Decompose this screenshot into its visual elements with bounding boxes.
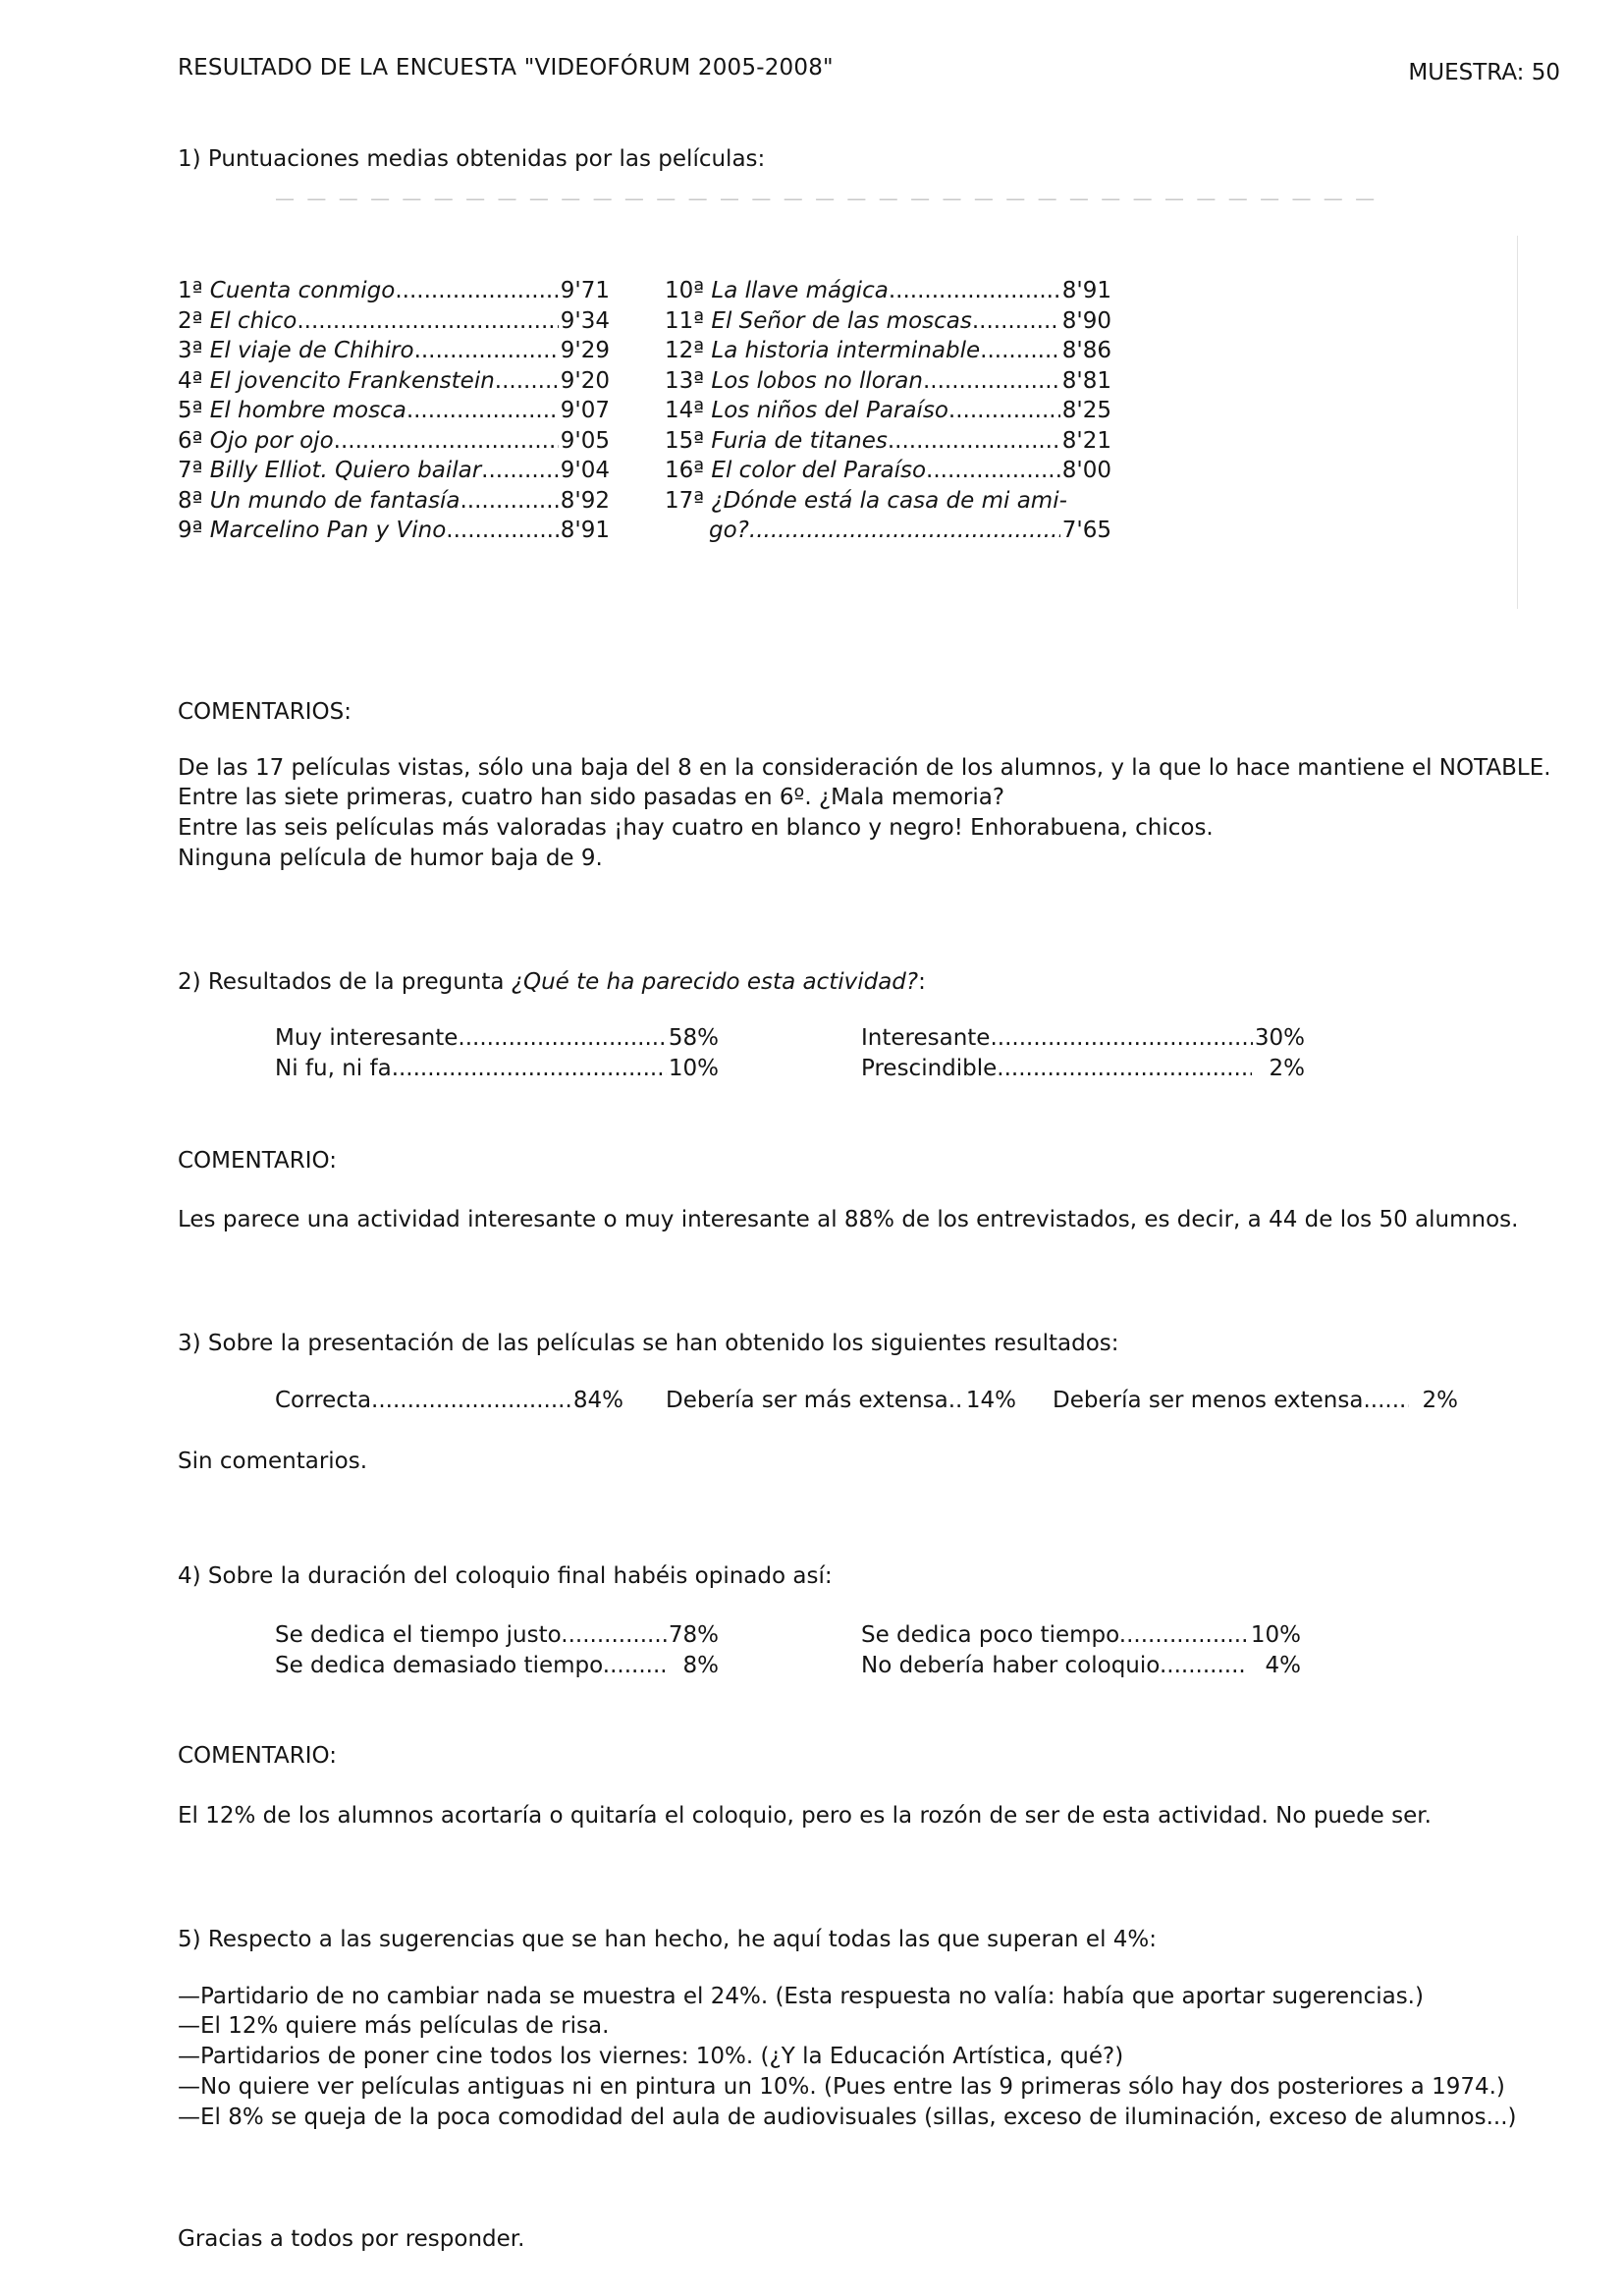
film-score: 8'91	[560, 518, 610, 543]
film-score: 7'65	[1061, 518, 1111, 543]
rating-rank: 9ª	[178, 518, 203, 543]
film-title: El jovencito Frankenstein	[209, 367, 495, 394]
film-score: 9'20	[560, 367, 610, 394]
q2-item-muy-interesante: Muy interesante ..... 58%	[275, 1023, 719, 1053]
film-title: El color del Paraíso	[711, 458, 927, 483]
film-title: La llave mágica	[711, 278, 889, 303]
film-title: Cuenta conmigo	[209, 278, 396, 303]
q2-item-prescindible: Prescindible ..... 2%	[861, 1054, 1305, 1083]
rating-row	[665, 336, 1111, 365]
q3-comment: Sin comentarios.	[178, 1449, 368, 1474]
rating-row	[665, 396, 1111, 425]
rating-rank: 16ª	[665, 458, 705, 483]
rating-rank: 1ª	[178, 278, 203, 303]
film-score: 9'34	[560, 307, 610, 334]
rating-rank: 3ª	[178, 338, 203, 363]
rating-row	[178, 426, 610, 456]
q4-title: 4) Sobre la duración del coloquio final habéis opinado así:	[178, 1563, 833, 1589]
q3-title: 3) Sobre la presentación de las películas se han obtenido los siguientes resultados:	[178, 1331, 1119, 1356]
rating-rank: 15ª	[665, 427, 705, 454]
q4-item-no-coloquio: No debería haber coloquio ..... 4%	[861, 1651, 1301, 1680]
film-score: 9'04	[560, 458, 610, 483]
film-score: 8'86	[1061, 338, 1111, 363]
film-score: 9'71	[560, 278, 610, 303]
q5-suggestion-3: —Partidarios de poner cine todos los viernes: 10%. (¿Y la Educación Artística, qué?)	[178, 2044, 1124, 2069]
q2-comment-title: COMENTARIO:	[178, 1148, 337, 1174]
q5-title: 5) Respecto a las sugerencias que se han hecho, he aquí todas las que superan el 4%:	[178, 1927, 1158, 1952]
film-score: 8'92	[560, 487, 610, 514]
film-score: 8'91	[1061, 278, 1111, 303]
q2-title: 2) Resultados de la pregunta ¿Qué te ha parecido esta actividad?:	[178, 969, 926, 995]
q1-comment-4: Ninguna película de humor baja de 9.	[178, 846, 603, 871]
film-title: El chico	[209, 307, 298, 334]
film-score: 9'05	[560, 427, 610, 454]
q2-comment: Les parece una actividad interesante o muy interesante al 88% de los entrevistados, es decir, a 44 de los 50 alumnos.	[178, 1207, 1519, 1232]
rating-rank: 13ª	[665, 367, 705, 394]
film-score: 8'90	[1061, 307, 1111, 334]
q1-title: 1) Puntuaciones medias obtenidas por las películas:	[178, 146, 766, 172]
q1-comment-title: COMENTARIOS:	[178, 699, 352, 725]
rating-rank: 7ª	[178, 458, 203, 483]
q5-suggestion-5: —El 8% se queja de la poca comodidad del aula de audiovisuales (sillas, exceso de iluminación, exceso de alumnos...)	[178, 2105, 1517, 2130]
thanks-note: Gracias a todos por responder.	[178, 2226, 525, 2252]
film-score: 9'29	[560, 338, 610, 363]
q3-item-correcta: Correcta ..... 84%	[275, 1386, 623, 1415]
rating-row	[665, 366, 1111, 396]
film-title: El viaje de Chihiro	[209, 338, 414, 363]
q1-comment-2: Entre las siete primeras, cuatro han sido pasadas en 6º. ¿Mala memoria?	[178, 785, 1005, 810]
film-title: Los lobos no lloran	[711, 367, 923, 394]
film-score: 8'00	[1061, 458, 1111, 483]
rating-row	[178, 306, 610, 336]
rating-rank: 5ª	[178, 398, 203, 423]
film-title: Furia de titanes	[711, 427, 888, 454]
rating-rank: 4ª	[178, 367, 203, 394]
scan-artifact-rule	[1517, 236, 1518, 609]
film-score: 8'21	[1061, 427, 1111, 454]
rating-rank: 14ª	[665, 398, 705, 423]
rating-rank: 11ª	[665, 307, 705, 334]
film-title: El hombre mosca	[209, 398, 406, 423]
rating-row	[178, 486, 610, 516]
q2-item-ni-fu-ni-fa: Ni fu, ni fa ..... 10%	[275, 1054, 719, 1083]
rating-row	[665, 306, 1111, 336]
rating-rank: 17ª	[665, 487, 705, 514]
film-title-cont: go? .....	[709, 516, 1060, 545]
rating-rank: 10ª	[665, 278, 705, 303]
q1-comment-3: Entre las seis películas más valoradas ¡hay cuatro en blanco y negro! Enhorabuena, chicos.	[178, 815, 1214, 841]
film-score: 8'81	[1061, 367, 1111, 394]
film-title: ¿Dónde está la casa de mi ami-	[711, 487, 1067, 514]
film-score: 8'25	[1061, 398, 1111, 423]
rating-row-last-line1	[665, 486, 1067, 516]
film-title: Marcelino Pan y Vino	[209, 518, 447, 543]
film-score: 9'07	[560, 398, 610, 423]
q4-item-tiempo-justo: Se dedica el tiempo justo ..... 78%	[275, 1620, 719, 1650]
film-title: La historia interminable	[711, 338, 981, 363]
film-title: Los niños del Paraíso	[711, 398, 948, 423]
rating-rank: 6ª	[178, 427, 203, 454]
q1-comment-1: De las 17 películas vistas, sólo una baja del 8 en la consideración de los alumnos, y la que lo hace mantiene el NOTABLE.	[178, 755, 1551, 781]
q4-item-demasiado-tiempo: Se dedica demasiado tiempo ..... 8%	[275, 1651, 719, 1680]
q2-item-interesante: Interesante ..... 30%	[861, 1023, 1305, 1053]
film-title: Ojo por ojo	[209, 427, 334, 454]
q4-comment-title: COMENTARIO:	[178, 1743, 337, 1769]
q4-item-poco-tiempo: Se dedica poco tiempo ..... 10%	[861, 1620, 1301, 1650]
rating-row	[178, 456, 610, 485]
q3-item-menos-extensa: Debería ser menos extensa ..... 2%	[1053, 1386, 1458, 1415]
rating-row-last-line2	[709, 516, 1111, 545]
rating-row	[178, 276, 610, 305]
rating-rank: 8ª	[178, 487, 203, 514]
rating-row	[178, 516, 610, 545]
q5-suggestion-4: —No quiere ver películas antiguas ni en pintura un 10%. (Pues entre las 9 primeras sólo hay dos posteriores a 1974.)	[178, 2074, 1505, 2100]
q5-suggestion-1: —Partidario de no cambiar nada se muestra el 24%. (Esta respuesta no valía: había que aportar sugerencias.)	[178, 1984, 1424, 2009]
film-title: Billy Elliot. Quiero bailar	[209, 458, 482, 483]
q3-item-mas-extensa: Debería ser más extensa ..... 14%	[666, 1386, 1016, 1415]
scan-artifact: — — — — — — — — — — — — — — — — — — — — — — — — — — — — — — — — — — —	[275, 187, 1379, 210]
q4-comment: El 12% de los alumnos acortaría o quitaría el coloquio, pero es la rozón de ser de esta actividad. No puede ser.	[178, 1803, 1432, 1829]
rating-rank: 12ª	[665, 338, 705, 363]
rating-row	[178, 336, 610, 365]
rating-row	[665, 276, 1111, 305]
rating-row	[665, 456, 1111, 485]
document-title: RESULTADO DE LA ENCUESTA "VIDEOFÓRUM 2005-2008"	[178, 55, 834, 81]
rating-row	[665, 426, 1111, 456]
rating-row	[178, 396, 610, 425]
rating-rank: 2ª	[178, 307, 203, 334]
rating-row	[178, 366, 610, 396]
film-title: Un mundo de fantasía	[209, 487, 460, 514]
film-title: El Señor de las moscas	[711, 307, 972, 334]
sample-size: MUESTRA: 50	[1408, 60, 1560, 85]
q5-suggestion-2: —El 12% quiere más películas de risa.	[178, 2013, 610, 2039]
